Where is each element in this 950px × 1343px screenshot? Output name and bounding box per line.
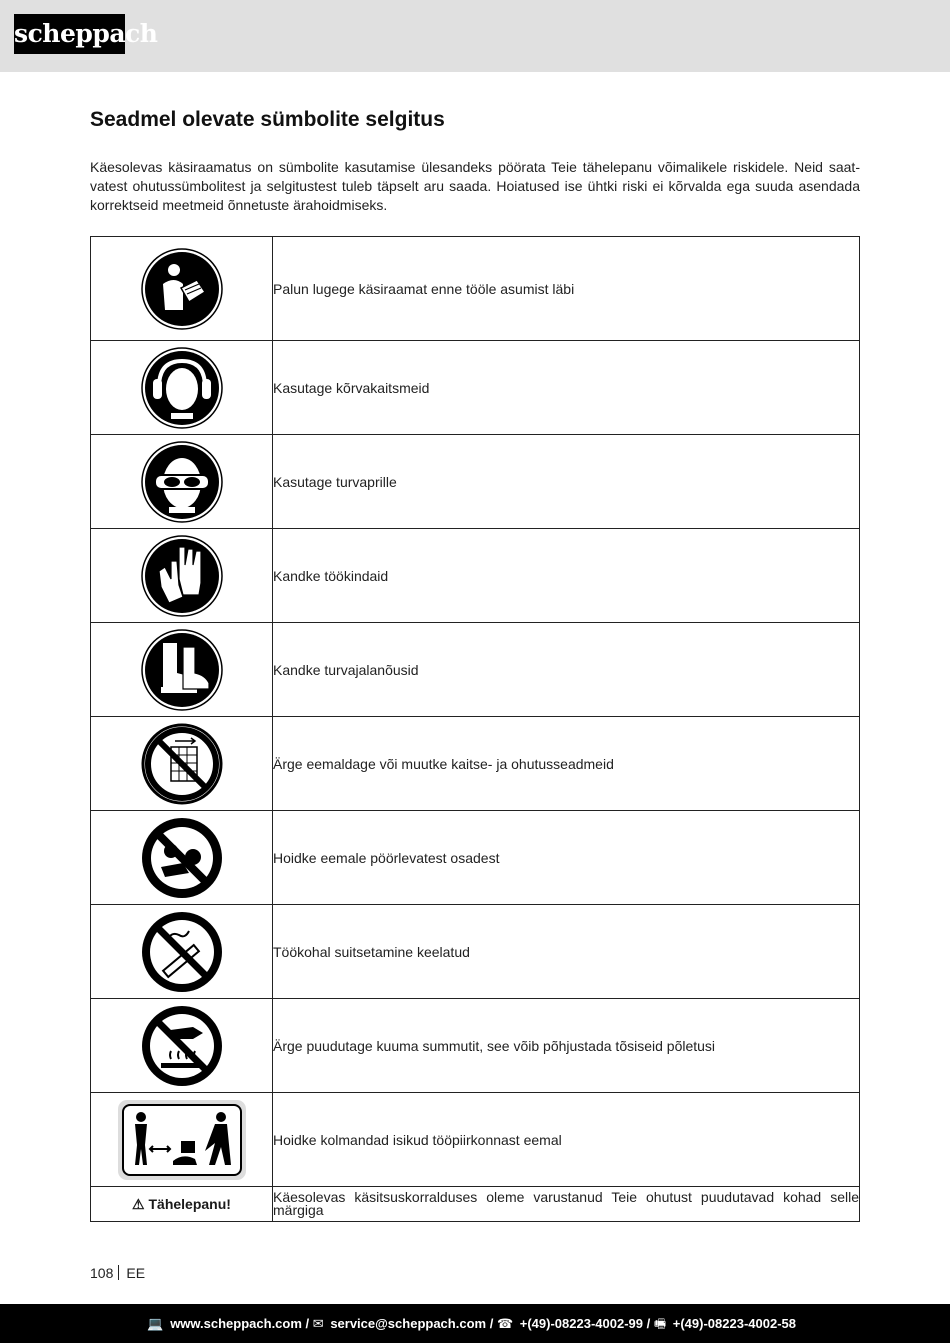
symbol-description: Hoidke eemale pöörlevatest osadest [273, 811, 860, 905]
footer-separator: / [489, 1316, 497, 1331]
symbol-description: Töökohal suitsetamine keelatud [273, 905, 860, 999]
footer-separator: / [305, 1316, 313, 1331]
symbol-description: Kandke turvajalanõusid [273, 623, 860, 717]
safety-goggles-icon [141, 441, 223, 523]
header-band [0, 0, 950, 72]
no-smoking-icon [141, 911, 223, 993]
footer-separator: / [646, 1316, 654, 1331]
language-code: EE [126, 1265, 146, 1281]
table-row [91, 341, 860, 435]
symbol-description: Ärge puudutage kuuma summutit, see võib põhjustada tõsiseid põletusi [273, 999, 860, 1093]
symbol-description: Ärge eemaldage või muutke kaitse- ja ohutusseadmeid [273, 717, 860, 811]
page-number-divider [118, 1265, 119, 1280]
symbol-description: Kandke töökindaid [273, 529, 860, 623]
intro-paragraph: Käesolevas käsiraamatus on sümbolite kasutamise ülesandeks pöörata Teie tähelepanu võimalikele riskidele. Neid saatvatest ohutussümbolitest ja selgitustest tuleb täpselt aru saada. Hoiatused ise ühtki riski ei kõrvalda ega suuda asendada korrektseid meetmeid õnnetuste ärahoidmiseks. [90, 159, 860, 213]
table-row [91, 529, 860, 623]
symbol-description: Palun lugege käsiraamat enne tööle asumist läbi [273, 237, 860, 341]
page-number: 108 [90, 1265, 114, 1281]
computer-icon: 💻 [147, 1316, 164, 1331]
phone-icon: ☎ [496, 1316, 514, 1331]
website-link[interactable]: www.scheppach.com [170, 1316, 302, 1331]
footer-bar [0, 1304, 950, 1343]
mail-icon: ✉ [312, 1316, 324, 1331]
table-row [91, 237, 860, 341]
note-row [91, 1187, 860, 1222]
keep-bystanders-away-icon [117, 1099, 247, 1181]
fax-number: +(49)-08223-4002-58 [672, 1316, 796, 1331]
table-row [91, 623, 860, 717]
table-row [91, 999, 860, 1093]
table-row [91, 811, 860, 905]
email-link[interactable]: service@scheppach.com [330, 1316, 487, 1331]
symbol-description: Kasutage kõrvakaitsmeid [273, 341, 860, 435]
safety-boots-icon [141, 629, 223, 711]
no-hot-surface-icon [141, 1005, 223, 1087]
table-row [91, 435, 860, 529]
fax-icon: 🖷 [653, 1316, 667, 1331]
symbols-table [90, 236, 860, 1222]
page-number-block [90, 1265, 145, 1281]
attention-text: Käesolevas käsitsuskorralduses oleme varustanud Teie ohutust puudutavad kohad selle märgiga [273, 1187, 860, 1222]
ear-protection-icon [141, 347, 223, 429]
no-remove-guard-icon [141, 723, 223, 805]
table-row [91, 1093, 860, 1187]
table-row [91, 717, 860, 811]
symbol-description: Kasutage turvaprille [273, 435, 860, 529]
table-row [91, 905, 860, 999]
attention-label: ⚠ Tähelepanu! [91, 1187, 273, 1222]
page-title: Seadmel olevate sümbolite selgitus [90, 108, 445, 131]
gloves-icon [141, 535, 223, 617]
read-manual-icon [141, 248, 223, 330]
symbol-description: Hoidke kolmandad isikud tööpiirkonnast eemal [273, 1093, 860, 1187]
phone-number: +(49)-08223-4002-99 [519, 1316, 643, 1331]
no-rotating-parts-icon [141, 817, 223, 899]
scheppach-logo: scheppach [14, 14, 125, 54]
